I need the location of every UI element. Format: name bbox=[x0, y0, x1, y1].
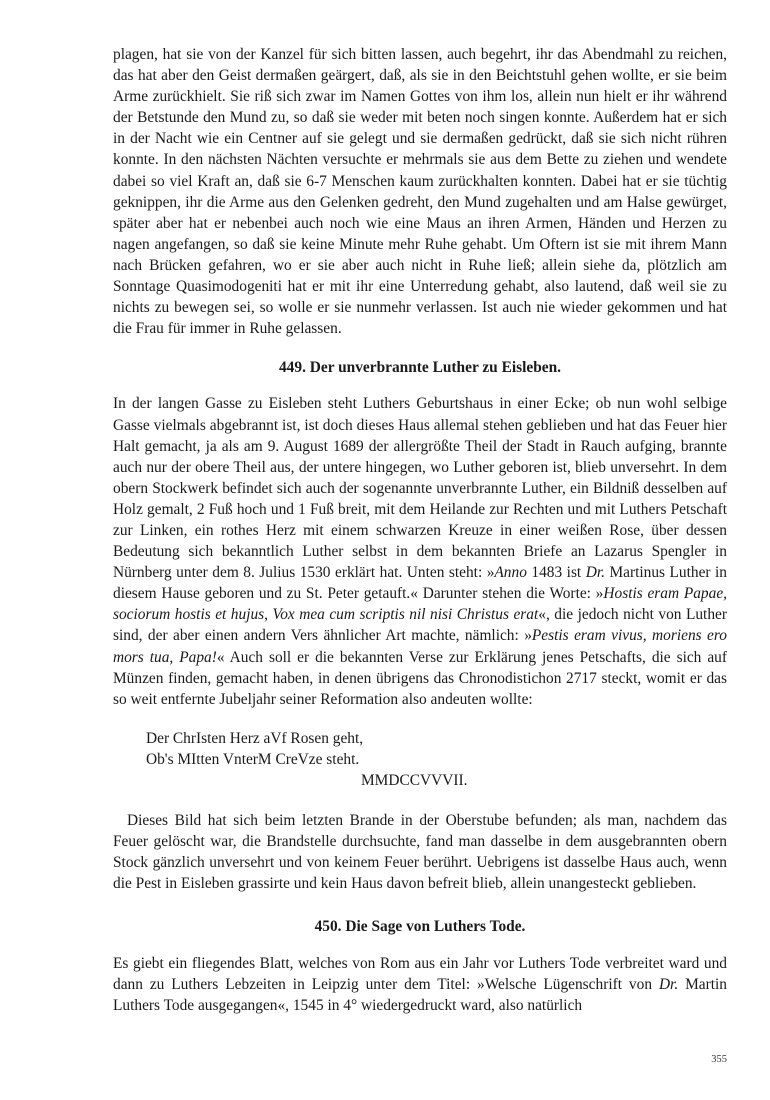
text-run: « Auch soll er die bekannten Verse zur Erklärung jenes Petschafts, die sich auf Münzen finden, gemacht haben, in denen übrigens das Chronodistichon 2717 steckt, womit er das so weit entfernte Jubeljahr seiner Reformation also andeuten wollte: bbox=[113, 648, 727, 708]
section-heading-450: 450. Die Sage von Luthers Tode. bbox=[314, 918, 526, 936]
text-run: Martin Luthers Tode ausgegangen«, 1545 in 4° wiedergedruckt ward, also natürlich bbox=[113, 975, 727, 1014]
verse-line: Der ChrIsten Herz aVf Rosen geht, bbox=[146, 729, 364, 747]
italic-run: Dr. bbox=[658, 975, 679, 993]
text-run: Es giebt ein fliegendes Blatt, welches von Rom aus ein Jahr vor Luthers Tode verbreitet ward und dann zu Luthers Lebzeiten in Leipzig unter dem Titel: »Welsche Lügenschrift von bbox=[113, 954, 727, 993]
italic-run: Anno bbox=[494, 564, 527, 582]
verse-block bbox=[113, 728, 727, 791]
chronogram-year: MMDCCVVVII. bbox=[361, 772, 468, 789]
italic-run: Hostis eram Papae, sociorum hostis et hujus, Vox mea cum scriptis nil nisi Christus erat bbox=[113, 585, 728, 624]
page-number: 355 bbox=[711, 1054, 727, 1065]
text-column bbox=[113, 44, 727, 1016]
text-run: In der langen Gasse zu Eisleben steht Luthers Geburtshaus in einer Ecke; ob nun wohl selbige Gasse vielmals abgebrannt ist, ist doch dieses Haus allemal stehen geblieben und hat das Feuer hier Halt gemacht, ja als am 9. August 1689 der allergrößte Theil der Stadt in Rauch aufging, brannte auch nur der obere Theil aus, der untere hingegen, wo Luther geboren ist, blieb unversehrt. In dem obern Stockwerk befindet sich auch der sogenannte unverbrannte Luther, ein Bildniß desselben auf Holz gemalt, 2 Fuß hoch und 1 Fuß breit, mit dem Heilande zur Rechten und mit Luthers Petschaft zur Linken, ein rothes Herz mit einem schwarzen Kreuze in einer weißen Rose, über dessen Bedeutung sich bekanntlich Luther selbst in dem bekannten Briefe an Lazarus Spengler in Nürnberg unter dem 8. Julius 1530 erklärt hat. Unten steht: » bbox=[113, 395, 727, 582]
verse-line: Ob's MItten VnterM CreVze steht. bbox=[146, 750, 360, 768]
text-run: Martinus Luther in diesem Hause geboren und zu St. Peter getauft.« Darunter stehen die Worte: » bbox=[113, 564, 727, 603]
text-run: 1483 ist bbox=[526, 564, 586, 582]
text-run: «, die jedoch nicht von Luther sind, der aber einen andern Vers ähnlicher Art machte, nämlich: » bbox=[113, 606, 727, 645]
section-449-paragraph-2: Dieses Bild hat sich beim letzten Brande in der Oberstube befunden; als man, nachdem das Feuer gelöscht war, die Brandstelle durchsuchte, fand man dasselbe in dem ausgebrannten obern Stock gänzlich unversehrt und von keinem Feuer berührt. Uebrigens ist dasselbe Haus auch, wenn die Pest in Eisleben grassirte und kein Haus davon befreit blieb, allein unangesteckt geblieben. bbox=[113, 812, 727, 893]
italic-run: Pestis eram vivus, moriens ero mors tua, Papa! bbox=[113, 627, 727, 666]
section-heading-449: 449. Der unverbrannte Luther zu Eisleben. bbox=[278, 359, 562, 377]
section-450-paragraph-1 bbox=[113, 953, 727, 1016]
section-449-paragraph-1 bbox=[113, 393, 727, 709]
intro-paragraph: plagen, hat sie von der Kanzel für sich bitten lassen, auch begehrt, ihr das Abendmahl zu reichen, das hat aber den Geist dermaßen geärgert, daß, als sie in den Beichtstuhl gehen wollte, er sie beim Arme zurückhielt. Sie riß sich zwar im Namen Gottes von ihm los, allein nun hielt er ihr während der Betstunde den Mund zu, so daß sie weder mit beten noch singen konnte. Außerdem hat er sich in der Nacht wie ein Centner auf sie gelegt und sie dermaßen gedrückt, daß sie sich nicht rühren konnte. In den nächsten Nächten versuchte er mehrmals sie aus dem Bette zu ziehen und wendete dabei so viel Kraft an, daß sie 6-7 Menschen kaum zurückhalten konnten. Dabei hat er sie tüchtig geknippen, ihr die Arme aus den Gelenken gedreht, den Mund zugehalten und am Halse gewürget, später aber hat er nebenbei auch noch wie eine Maus an ihren Armen, Händen und Herzen zu nagen angefangen, so daß sie keine Minute mehr Ruhe gehabt. Um Oftern ist sie mit ihrem Mann nach Brücken gefahren, wo er sie aber auch nicht in Ruhe ließ; allein siehe da, plötzlich am Sonntage Quasimodogeniti hat er mit ihr eine Unterredung gehabt, also lautend, daß weil sie zu nichts zu bewegen sei, so wolle er sie nunmehr verlassen. Ist auch nie wieder gekommen und hat die Frau für immer in Ruhe gelassen. bbox=[113, 46, 727, 338]
italic-run: Dr. bbox=[585, 564, 605, 582]
